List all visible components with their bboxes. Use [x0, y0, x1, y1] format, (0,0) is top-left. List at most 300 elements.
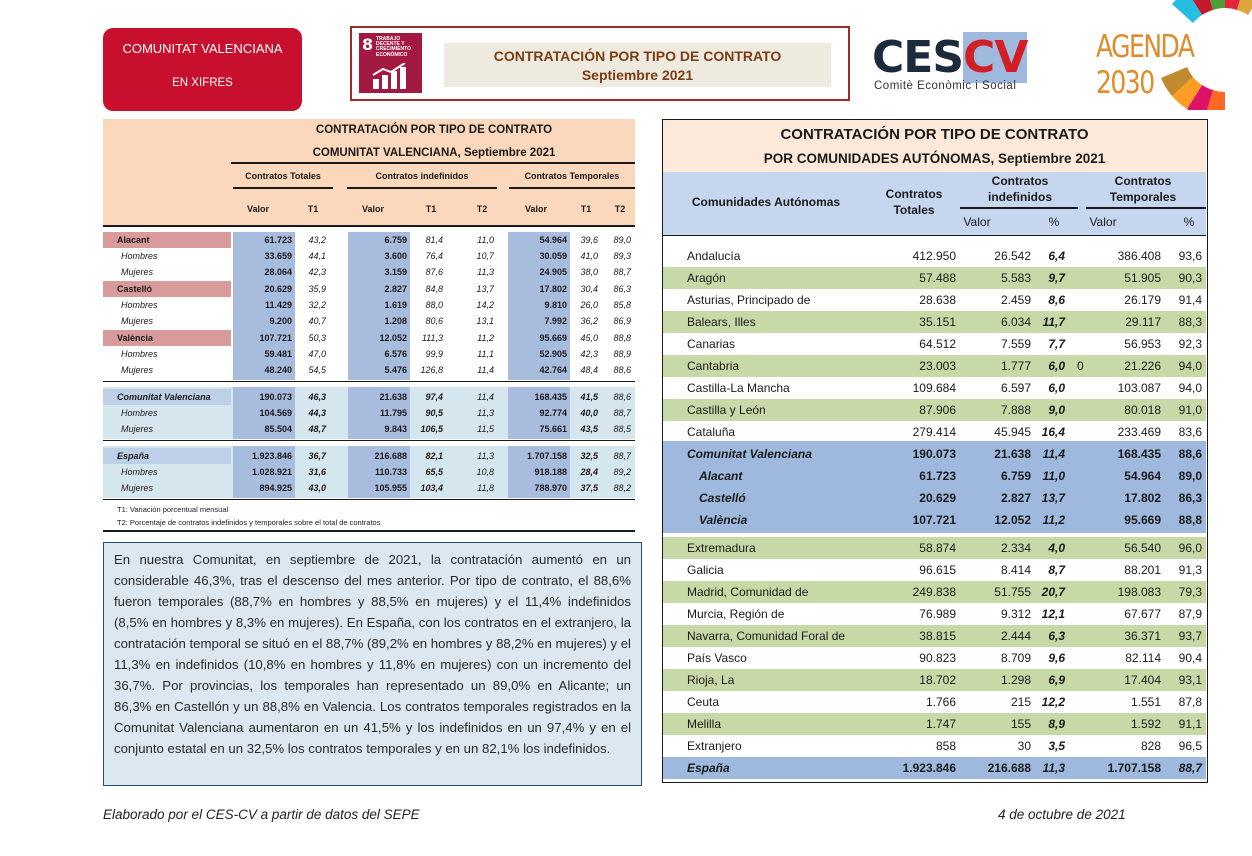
- table-cell: 107.721: [912, 513, 956, 527]
- ccaa-table-header: [663, 120, 1206, 172]
- table-cell: 8.709: [1000, 651, 1031, 665]
- table-cell: 386.408: [1117, 249, 1161, 263]
- table-cell: 23.003: [919, 359, 956, 373]
- table-row: [103, 405, 635, 421]
- table-cell: 8,7: [1048, 563, 1065, 577]
- table-cell: 50,3: [308, 333, 326, 343]
- table-cell: 24.905: [539, 267, 567, 277]
- table-cell: 89,3: [613, 251, 631, 261]
- table-cell: 36,7: [308, 451, 326, 461]
- table-cell: 11,2: [477, 333, 494, 343]
- table-cell: 215: [1010, 695, 1031, 709]
- table-row: [663, 603, 1206, 625]
- table-cell: 38.815: [919, 629, 956, 643]
- table-row: [103, 232, 635, 248]
- row-label: Madrid, Comunidad de: [687, 585, 809, 599]
- sdg-text: TRABAJO DECENTE Y CRECIMIENTO ECONÓMICO: [376, 36, 411, 58]
- sub-header: T1: [580, 204, 592, 214]
- table-cell: 16,4: [1041, 425, 1065, 439]
- sub-header: Valor: [246, 204, 269, 214]
- row-label: Castelló: [699, 491, 746, 505]
- table-cell: 21.226: [1124, 359, 1161, 373]
- row-label: Extranjero: [687, 739, 742, 753]
- table-cell: 104.569: [259, 408, 292, 418]
- table-cell: 90,3: [1178, 271, 1202, 285]
- col-temp-pct: %: [1183, 215, 1195, 229]
- table-cell: 2.827: [1000, 491, 1031, 505]
- table-cell: 9.200: [269, 316, 292, 326]
- table-cell: 94,0: [1178, 359, 1202, 373]
- table-cell: 11,8: [477, 483, 494, 493]
- table-cell: 65,5: [425, 467, 443, 477]
- table-cell: 8,9: [1048, 717, 1065, 731]
- sub-header: T2: [614, 204, 626, 214]
- table-cell: 75.661: [539, 424, 567, 434]
- row-label: Alacant: [699, 469, 743, 483]
- table-cell: 61.723: [919, 469, 956, 483]
- row-label: Comunitat Valenciana: [117, 392, 211, 402]
- table-cell: 11,3: [477, 451, 494, 461]
- table-cell: 95.669: [1124, 513, 1161, 527]
- table-cell: 6,0: [1048, 381, 1065, 395]
- table-cell: 1.592: [1130, 717, 1161, 731]
- table-cell: 168.435: [534, 392, 567, 402]
- table-cell: 12.052: [994, 513, 1031, 527]
- table-row: [663, 669, 1206, 691]
- table-cell: 96,5: [1178, 739, 1202, 753]
- table-cell: 36.371: [1124, 629, 1161, 643]
- table-row: [103, 480, 635, 496]
- table-cell: 88,0: [425, 300, 443, 310]
- table-cell: 1.707.158: [526, 451, 567, 461]
- table-row: [663, 647, 1206, 669]
- table-cell: 1.028.921: [251, 467, 292, 477]
- table-cell: 54,5: [308, 365, 326, 375]
- table-row: [663, 691, 1206, 713]
- table-cell: 10,7: [476, 251, 494, 261]
- table-cell: 52.905: [539, 349, 567, 359]
- table-cell: 412.950: [912, 249, 956, 263]
- table-cell: 88,7: [613, 267, 631, 277]
- table-cell: 36,2: [580, 316, 598, 326]
- table-cell: 17.404: [1124, 673, 1161, 687]
- table-cell: 32,2: [308, 300, 326, 310]
- table-cell: 11,5: [477, 424, 494, 434]
- table-cell: 11,0: [477, 235, 494, 245]
- table-cell: 87,8: [1178, 695, 1202, 709]
- table-cell: 90,5: [425, 408, 443, 418]
- table-row: [103, 346, 635, 362]
- table-cell: 91,0: [1178, 403, 1202, 417]
- table-row: [663, 399, 1206, 421]
- table-cell: 1.923.846: [902, 761, 956, 775]
- table-row: [103, 248, 635, 264]
- table-row: [103, 389, 635, 405]
- row-label: Canarias: [687, 337, 736, 351]
- table-cell: 788.970: [534, 483, 567, 493]
- table-cell: 26.179: [1124, 293, 1161, 307]
- table-cell: 91,1: [1178, 717, 1202, 731]
- table-cell: 11,1: [477, 349, 494, 359]
- table-cell: 79,3: [1178, 585, 1202, 599]
- table-cell: 92.774: [539, 408, 567, 418]
- table-cell: 67.677: [1124, 607, 1161, 621]
- table-cell: 28,4: [580, 467, 598, 477]
- table-cell: 88,7: [1178, 761, 1202, 775]
- table-cell: 1.777: [1000, 359, 1031, 373]
- row-label: Hombres: [121, 300, 158, 310]
- table-cell: 3.159: [384, 267, 407, 277]
- table-cell: 8.414: [1000, 563, 1031, 577]
- table-cell: 81,4: [425, 235, 443, 245]
- ccaa-column-headers: [663, 172, 1206, 235]
- table-cell: 92,3: [1178, 337, 1202, 351]
- table-row: [103, 313, 635, 329]
- table-cell: 87,9: [1178, 607, 1202, 621]
- table-cell: 3.600: [384, 251, 407, 261]
- table-cell: 59.481: [264, 349, 292, 359]
- cescv-logo: [872, 32, 1062, 92]
- table-cell: 90.823: [919, 651, 956, 665]
- row-label: Hombres: [121, 408, 158, 418]
- table-cell: 9,6: [1048, 651, 1065, 665]
- table-cell: 7.559: [1000, 337, 1031, 351]
- table-cell: 168.435: [1117, 447, 1161, 461]
- table-cell: 11,4: [477, 365, 494, 375]
- table-cell: 32,5: [580, 451, 598, 461]
- table-cell: 43,2: [308, 235, 326, 245]
- table-cell: 1.208: [384, 316, 407, 326]
- table-cell: 91,4: [1178, 293, 1202, 307]
- table-row: [663, 245, 1206, 267]
- growth-chart-icon: [371, 63, 411, 89]
- row-label: Navarra, Comunidad Foral de: [687, 629, 846, 643]
- table-cell: 9.312: [1000, 607, 1031, 621]
- table-cell: 96,0: [1178, 541, 1202, 555]
- table-cell: 11,7: [1042, 315, 1065, 329]
- table-cell: 1.923.846: [251, 451, 292, 461]
- table-cell: 4,0: [1048, 541, 1065, 555]
- sub-header: T1: [307, 204, 319, 214]
- summary-text: En nuestra Comunitat, en septiembre de 2021, la contratación aumentó en un considerable 46,3%, tras el descenso del mes anterior. Por tipo de contrato, el 88,6% fueron temporales (88,7% en hombres y 88,5% en mujeres) y el 11,4% indefinidos (8,5% en hombres y 8,3% en mujeres). En España, con los contratos en el extranjero, la contratación temporal se situó en el 88,7% (89,2% en hombres y 88,2% en mujeres) y el 11,3% en indefinidos (10,8% en hombres y 11,8% en mujeres) con un incremento del 36,7%. Por provincias, los temporales han representado un 89,0% en Alicante; un 86,3% en Castellón y un 88,8% en Valencia. Los contratos temporales registrados en la Comunitat Valenciana aumentaron en un 41,5% y los indefinidos en un 97,4% y en el conjunto estatal en un 32,5% los contratos temporales y en un 82,1% los indefinidos.: [103, 542, 642, 786]
- table-cell: 3,5: [1048, 739, 1065, 753]
- table-row: [103, 421, 635, 437]
- table-cell: 6.759: [1000, 469, 1031, 483]
- table-cell: 9.843: [384, 424, 407, 434]
- table-cell: 88.201: [1124, 563, 1161, 577]
- table-row: [103, 464, 635, 480]
- table-row: [663, 267, 1206, 289]
- table-cell: 86,9: [613, 316, 631, 326]
- table-cell: 11.795: [379, 408, 407, 418]
- table-cell: 5.476: [384, 365, 407, 375]
- table-cell: 111,3: [421, 333, 443, 343]
- table-cell: 13,1: [476, 316, 494, 326]
- ccaa-contract-table: [662, 119, 1208, 783]
- table-cell: 6.034: [1000, 315, 1031, 329]
- table-cell: 126,8: [420, 365, 443, 375]
- table-cell: 88,8: [1178, 513, 1202, 527]
- table-cell: 89,0: [613, 235, 631, 245]
- table-cell: 7.888: [1000, 403, 1031, 417]
- table-cell: 89,0: [1178, 469, 1202, 483]
- table-cell: 29.117: [1125, 315, 1161, 329]
- table-cell: 80.018: [1124, 403, 1161, 417]
- row-label: Hombres: [121, 467, 158, 477]
- table-cell: 6,3: [1048, 629, 1065, 643]
- footer-source: Elaborado por el CES-CV a partir de datos del SEPE: [103, 807, 420, 822]
- table-cell: 88,3: [1178, 315, 1202, 329]
- table-cell: 190.073: [912, 447, 956, 461]
- note-t1: T1: Variación porcentual mensual: [117, 505, 229, 514]
- table-cell: 80,6: [425, 316, 443, 326]
- header-title: CONTRATACIÓN POR TIPO DE CONTRATO: [493, 48, 782, 64]
- row-label: Andalucía: [687, 249, 741, 263]
- row-label: Comunitat Valenciana: [687, 447, 812, 461]
- table-cell: 2.827: [384, 284, 407, 294]
- table-cell: 20,7: [1041, 585, 1065, 599]
- table-cell: 61.723: [264, 235, 292, 245]
- table-cell: 93,6: [1178, 249, 1202, 263]
- row-label: Mujeres: [121, 365, 154, 375]
- table-cell: 1.707.158: [1107, 761, 1161, 775]
- table-cell: 13,7: [1041, 491, 1065, 505]
- table-cell: 9,7: [1048, 271, 1065, 285]
- table-cell: 64.512: [919, 337, 956, 351]
- table-cell: 17.802: [1124, 491, 1161, 505]
- table-cell: 6,4: [1048, 249, 1065, 263]
- table-cell: 88,7: [613, 408, 631, 418]
- row-label: Alacant: [117, 235, 150, 245]
- row-label: Hombres: [121, 349, 158, 359]
- table-cell: 43,5: [580, 424, 598, 434]
- table-cell: 51.905: [1124, 271, 1161, 285]
- row-label: Cantabria: [687, 359, 740, 373]
- sub-header: Valor: [524, 204, 547, 214]
- row-label: Balears, Illes: [687, 315, 756, 329]
- table-cell: 2.334: [1000, 541, 1031, 555]
- row-label: Ceuta: [687, 695, 720, 709]
- row-label: España: [117, 451, 150, 461]
- cescv-logo-a: CES: [872, 32, 964, 83]
- note-t2: T2: Porcentaje de contratos indefinidos y temporales sobre el total de contratos: [117, 518, 381, 527]
- table-cell: 99,9: [425, 349, 443, 359]
- table-cell: 110.733: [374, 467, 407, 477]
- table-cell: 37,5: [580, 483, 598, 493]
- comunitat-badge: [103, 28, 302, 111]
- table-cell: 105.955: [374, 483, 407, 493]
- table-cell: 249.838: [912, 585, 956, 599]
- table-cell: 7.992: [544, 316, 567, 326]
- table-cell: 894.925: [259, 483, 292, 493]
- table-cell: 45,0: [580, 333, 598, 343]
- badge-line2: EN XIFRES: [172, 77, 233, 89]
- row-label: Melilla: [687, 717, 722, 731]
- sub-header: Valor: [361, 204, 384, 214]
- table-cell: 21.638: [994, 447, 1031, 461]
- sub-header: T2: [476, 204, 488, 214]
- table-cell: 46,3: [308, 392, 326, 402]
- table-cell: 57.488: [919, 271, 956, 285]
- header-subtitle: Septiembre 2021: [581, 67, 694, 83]
- table-cell: 54.964: [539, 235, 567, 245]
- table-cell: 9,0: [1048, 403, 1065, 417]
- table-cell: 21.638: [379, 392, 407, 402]
- table-cell: 40,0: [580, 408, 598, 418]
- group-header-indefinidos: Contratos indefinidos: [375, 171, 469, 181]
- table-cell: 89,2: [613, 467, 631, 477]
- table-cell: 43,0: [308, 483, 326, 493]
- table-cell: 107.721: [259, 333, 292, 343]
- table-cell: 88,5: [613, 424, 631, 434]
- row-label: Castilla-La Mancha: [687, 381, 790, 395]
- table-cell: 216.688: [374, 451, 407, 461]
- row-label: Murcia, Región de: [687, 607, 785, 621]
- row-label: Mujeres: [121, 267, 154, 277]
- table-row: [663, 713, 1206, 735]
- table-cell: 2.444: [1000, 629, 1031, 643]
- table-row: [663, 355, 1206, 377]
- row-label: País Vasco: [687, 651, 747, 665]
- table-row: [663, 443, 1206, 465]
- table-cell: 88,6: [613, 392, 631, 402]
- table-cell: 9.810: [544, 300, 567, 310]
- table-cell: 1.766: [925, 695, 956, 709]
- table-cell: 93,1: [1178, 673, 1202, 687]
- table-cell: 87,6: [425, 267, 443, 277]
- table-cell: 42,3: [580, 349, 598, 359]
- cv-contract-table: [103, 119, 635, 532]
- table-cell: 17.802: [539, 284, 567, 294]
- table-row: [663, 625, 1206, 647]
- table-cell: 11,2: [1042, 513, 1065, 527]
- table-cell: 10,8: [476, 467, 494, 477]
- table-cell: 6.759: [384, 235, 407, 245]
- table-row: [663, 289, 1206, 311]
- table-row: [663, 537, 1206, 559]
- table-cell: 54.964: [1124, 469, 1161, 483]
- table-cell: 13,7: [476, 284, 494, 294]
- table-cell: 86,3: [1178, 491, 1202, 505]
- row-label: Asturias, Principado de: [687, 293, 811, 307]
- table-cell: 11,3: [477, 408, 494, 418]
- table-cell: 198.083: [1117, 585, 1161, 599]
- table-row: [663, 421, 1206, 443]
- table-cell: 31,6: [308, 467, 326, 477]
- table-cell: 96.615: [919, 563, 956, 577]
- table-cell: 44,3: [308, 408, 326, 418]
- table-cell: 106,5: [420, 424, 443, 434]
- table-cell: 45.945: [994, 425, 1031, 439]
- table-cell: 103,4: [420, 483, 443, 493]
- sdg-wheel-icon: [1150, 0, 1252, 110]
- table-cell: 88,6: [1178, 447, 1202, 461]
- table-cell: 1.551: [1130, 695, 1161, 709]
- table-cell: 82,1: [425, 451, 443, 461]
- table-row: [103, 362, 635, 378]
- col-indefinidos: Contratos indefinidos: [988, 174, 1052, 204]
- table-cell: 83,6: [1178, 425, 1202, 439]
- table-cell: 109.684: [912, 381, 956, 395]
- row-label: España: [687, 761, 730, 775]
- table-cell: 38,0: [580, 267, 598, 277]
- table-cell: 11,4: [477, 392, 494, 402]
- col-indef-pct: %: [1048, 215, 1060, 229]
- table-cell: 88,2: [613, 483, 631, 493]
- table-cell: 40,7: [308, 316, 326, 326]
- table-cell: 11,4: [1042, 447, 1065, 461]
- table-cell: 82.114: [1125, 651, 1161, 665]
- table-cell: 76,4: [425, 251, 443, 261]
- table-cell: 48,4: [580, 365, 598, 375]
- table-cell: 48,7: [308, 424, 326, 434]
- table-cell: 14,2: [476, 300, 494, 310]
- table-cell: 20.629: [264, 284, 292, 294]
- table-cell: 858: [935, 739, 956, 753]
- table-cell: 94,0: [1178, 381, 1202, 395]
- row-label: València: [699, 513, 748, 527]
- col-indef-valor: Valor: [963, 215, 991, 229]
- table-row: [663, 333, 1206, 355]
- table-cell: 7,7: [1048, 337, 1065, 351]
- table-cell: 1.619: [384, 300, 407, 310]
- table-cell: 26,0: [580, 300, 598, 310]
- table-cell: 30: [1017, 739, 1031, 753]
- table-cell: 39,6: [580, 235, 598, 245]
- cv-table-title: CONTRATACIÓN POR TIPO DE CONTRATO: [315, 124, 553, 136]
- row-label: Hombres: [121, 251, 158, 261]
- table-cell: 47,0: [308, 349, 326, 359]
- table-cell: 90,4: [1178, 651, 1202, 665]
- table-cell: 35.151: [919, 315, 956, 329]
- col-totales: Contratos Totales: [885, 187, 943, 217]
- header-box: [350, 26, 850, 101]
- table-cell: 20.629: [919, 491, 956, 505]
- footer-date: 4 de octubre de 2021: [998, 807, 1126, 822]
- table-row: [103, 297, 635, 313]
- table-cell: 6.576: [384, 349, 407, 359]
- table-cell: 56.953: [1124, 337, 1161, 351]
- stray-mark: 0: [1077, 359, 1084, 373]
- table-cell: 33.659: [264, 251, 292, 261]
- agenda-2030-text: AGENDA 2030: [1096, 28, 1194, 101]
- table-cell: 97,4: [425, 392, 443, 402]
- row-label: Mujeres: [121, 483, 154, 493]
- table-cell: 88,7: [613, 451, 631, 461]
- table-cell: 88,9: [613, 349, 631, 359]
- table-cell: 28.064: [264, 267, 292, 277]
- table-cell: 42.764: [539, 365, 567, 375]
- table-cell: 48.240: [264, 365, 292, 375]
- table-cell: 35,9: [308, 284, 326, 294]
- row-label: Galicia: [687, 563, 724, 577]
- group-header-temporales: Contratos Temporales: [524, 171, 620, 181]
- row-label: Mujeres: [121, 424, 154, 434]
- table-cell: 8,6: [1048, 293, 1065, 307]
- table-cell: 5.583: [1000, 271, 1031, 285]
- cescv-logo-b: CV: [963, 32, 1028, 83]
- table-cell: 26.542: [994, 249, 1031, 263]
- table-cell: 103.087: [1117, 381, 1161, 395]
- badge-line1: COMUNITAT VALENCIANA: [122, 41, 283, 56]
- table-cell: 12,2: [1041, 695, 1065, 709]
- table-cell: 12.052: [379, 333, 407, 343]
- header-title-box: [444, 43, 831, 87]
- table-cell: 11,3: [477, 267, 494, 277]
- ccaa-table-title: CONTRATACIÓN POR TIPO DE CONTRATO: [780, 126, 1089, 143]
- row-label: Castilla y León: [687, 403, 766, 417]
- table-cell: 11,0: [1042, 469, 1065, 483]
